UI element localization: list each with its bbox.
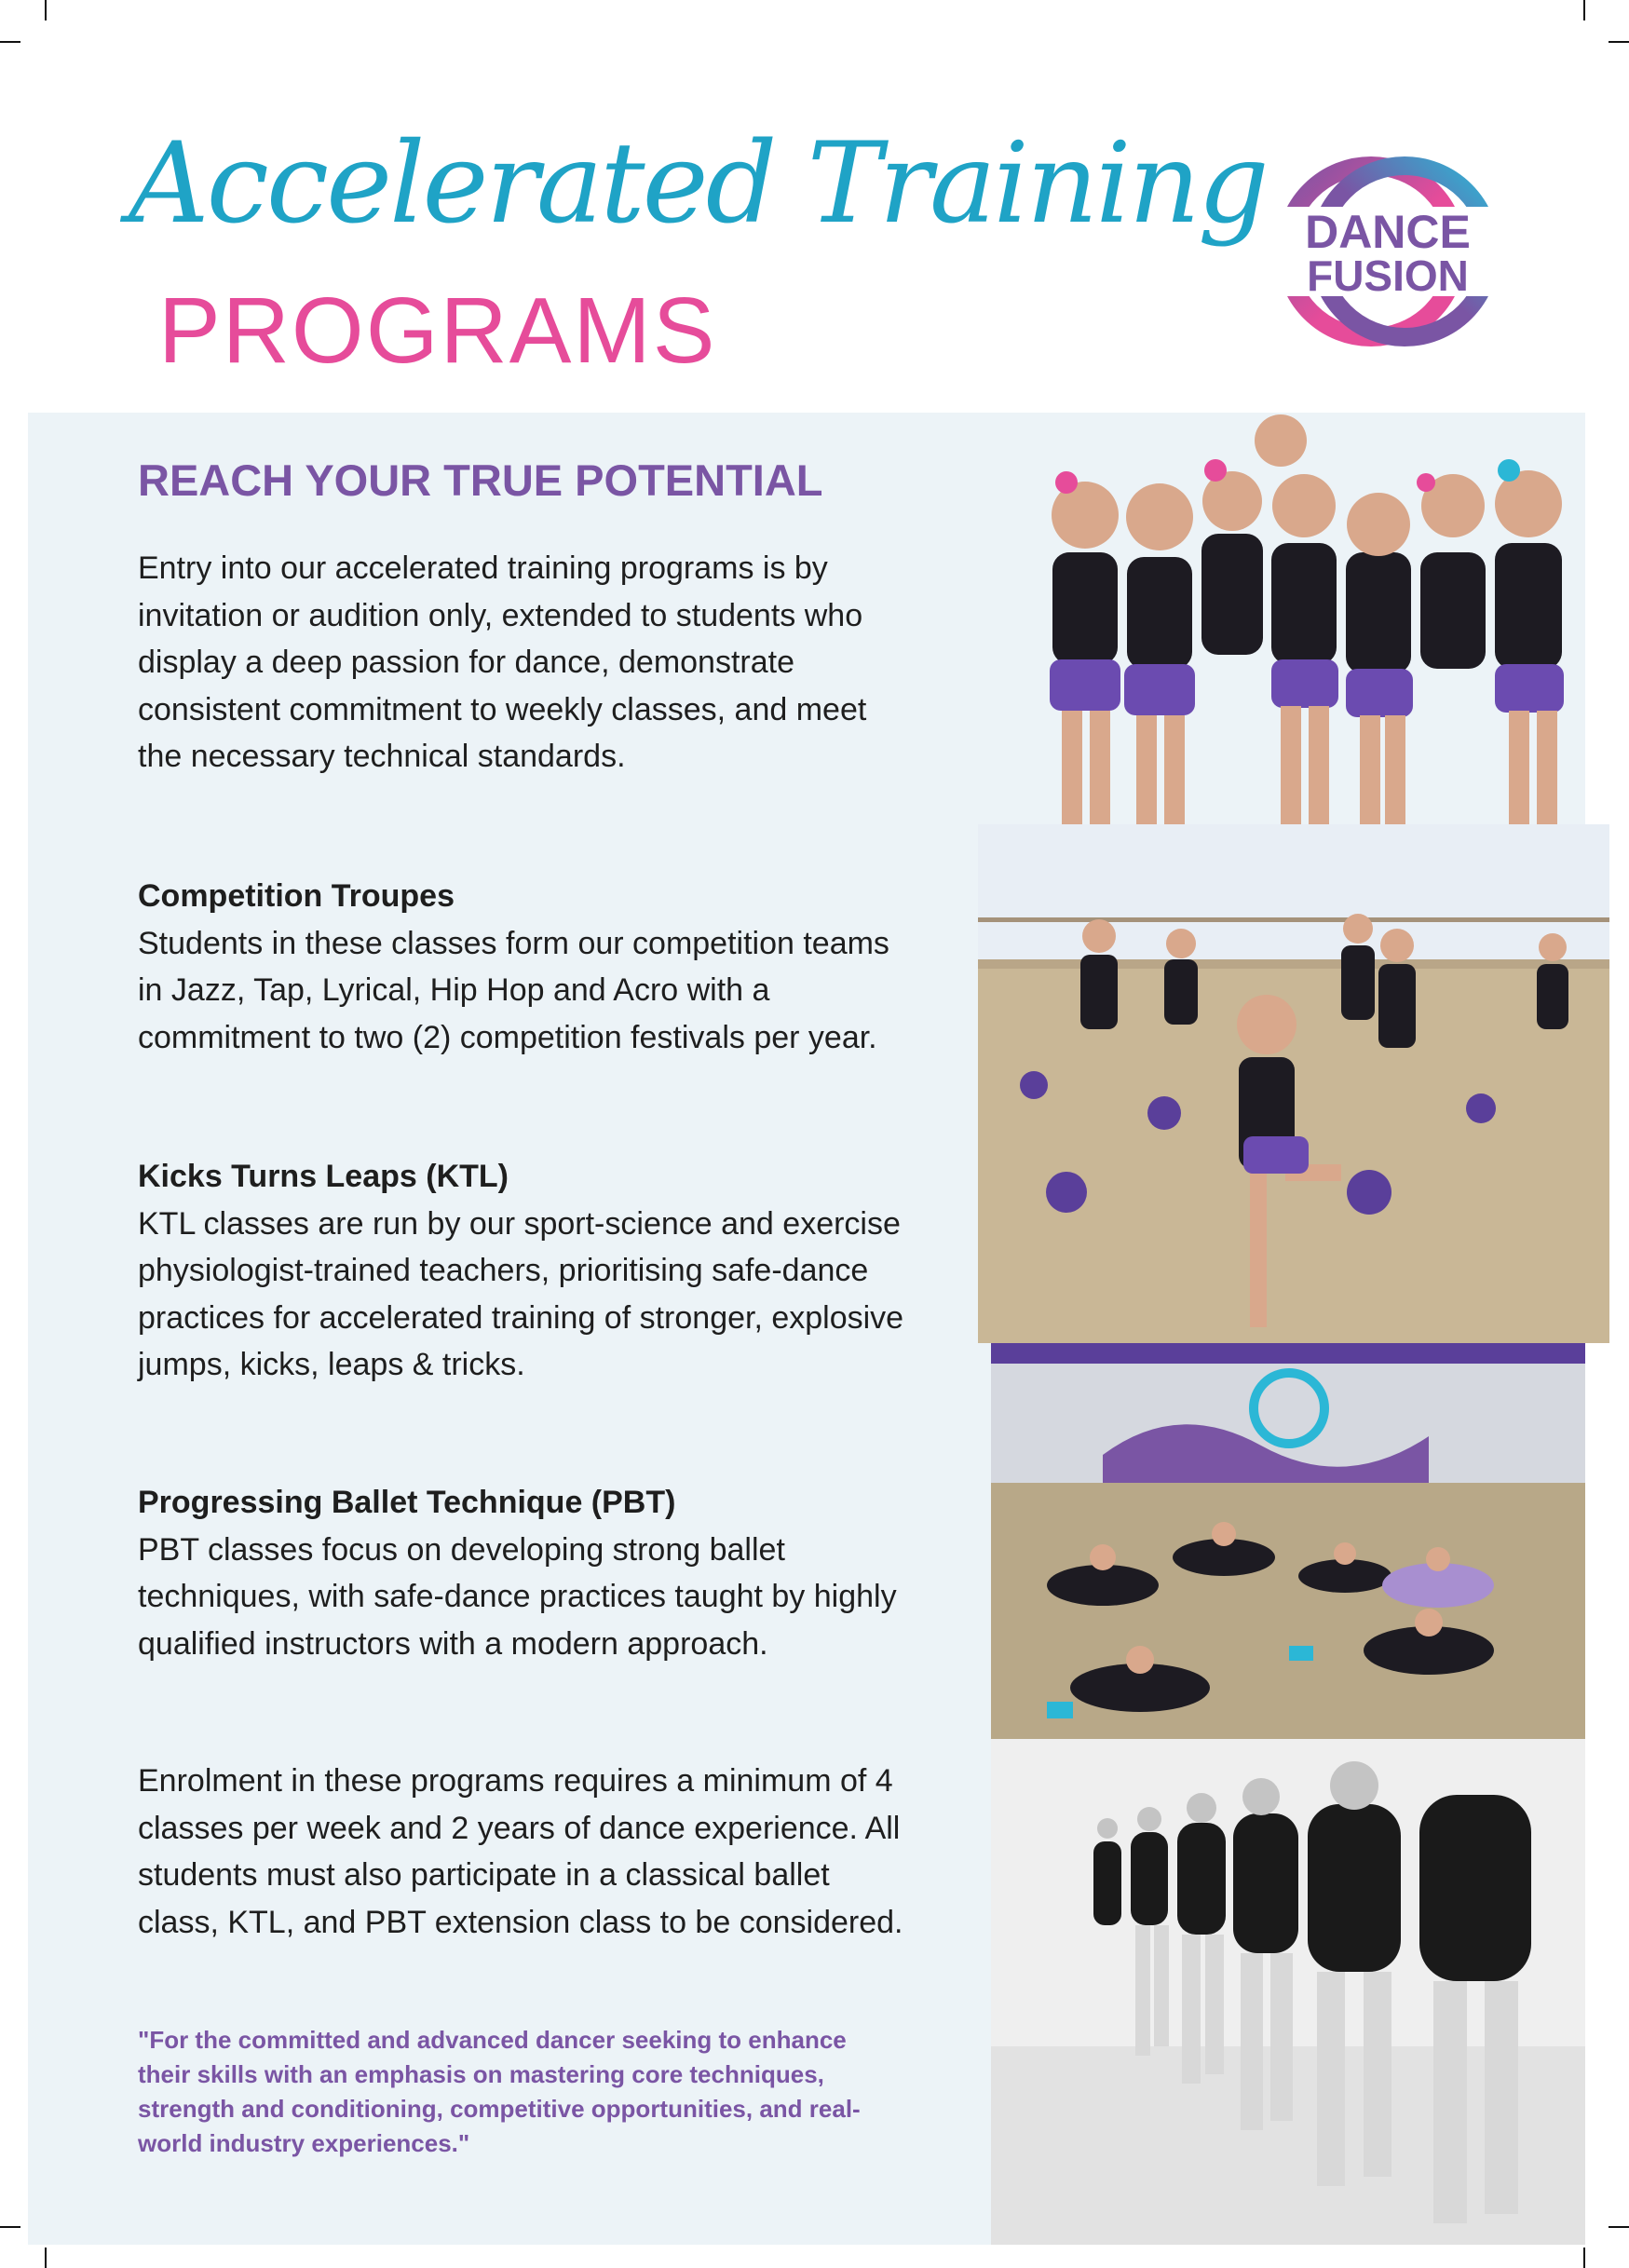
ktl-text: KTL classes are run by our sport-science and exercise physiologist-trained teachers, prioritising safe-dance practices for accelerated training of stronger, explosive jumps, kicks, leaps & tricks. [138,1205,904,1382]
crop-mark [0,41,20,43]
page-title-caps: PROGRAMS [158,278,717,383]
pbt-class-photo [991,1343,1585,1739]
ktl-class-photo [978,824,1609,1343]
logo-line2: FUSION [1307,251,1469,300]
crop-mark [1609,41,1629,43]
crop-mark [45,0,47,20]
crop-mark [0,2226,20,2228]
ktl-block [138,1153,911,1389]
enrolment-paragraph [138,1758,911,1946]
pbt-text: PBT classes focus on developing strong ballet techniques, with safe-dance practices taught by highly qualified instructors with a modern approach. [138,1531,897,1662]
intro-paragraph [138,545,911,781]
logo-line1: DANCE [1305,206,1471,258]
enrolment-text: Enrolment in these programs requires a minimum of 4 classes per week and 2 years of dance experience. All students must also participate in a classical ballet class, KTL, and PBT extension class to be considered. [138,1763,903,1940]
crop-mark [1609,2226,1629,2228]
pbt-block [138,1479,911,1667]
ktl-title: Kicks Turns Leaps (KTL) [138,1159,509,1194]
crop-mark [1583,2248,1585,2268]
competition-troupes-title: Competition Troupes [138,878,455,914]
page-title-script: Accelerated Training [129,119,1267,249]
dance-fusion-logo [1267,149,1509,354]
troupe-group-photo [1001,413,1585,834]
competition-troupes-text: Students in these classes form our competition teams in Jazz, Tap, Lyrical, Hip Hop and Acro with a commitment to two (2) competition festivals per year. [138,925,889,1055]
competition-troupes-block [138,873,911,1061]
intro-text: Entry into our accelerated training programs is by invitation or audition only, extended to students who display a deep passion for dance, demonstrate consistent commitment to weekly classes, and meet the necessary technical standards. [138,550,867,774]
crop-mark [1583,0,1585,20]
section-heading: REACH YOUR TRUE POTENTIAL [138,455,823,505]
pull-quote: "For the committed and advanced dancer seeking to enhance their skills with an emphasis on mastering core techniques, strength and conditioning, competitive opportunities, and real-world industry experiences." [138,2026,861,2157]
ballet-barre-photo [991,1739,1585,2245]
pbt-title: Progressing Ballet Technique (PBT) [138,1485,676,1520]
crop-mark [45,2248,47,2268]
